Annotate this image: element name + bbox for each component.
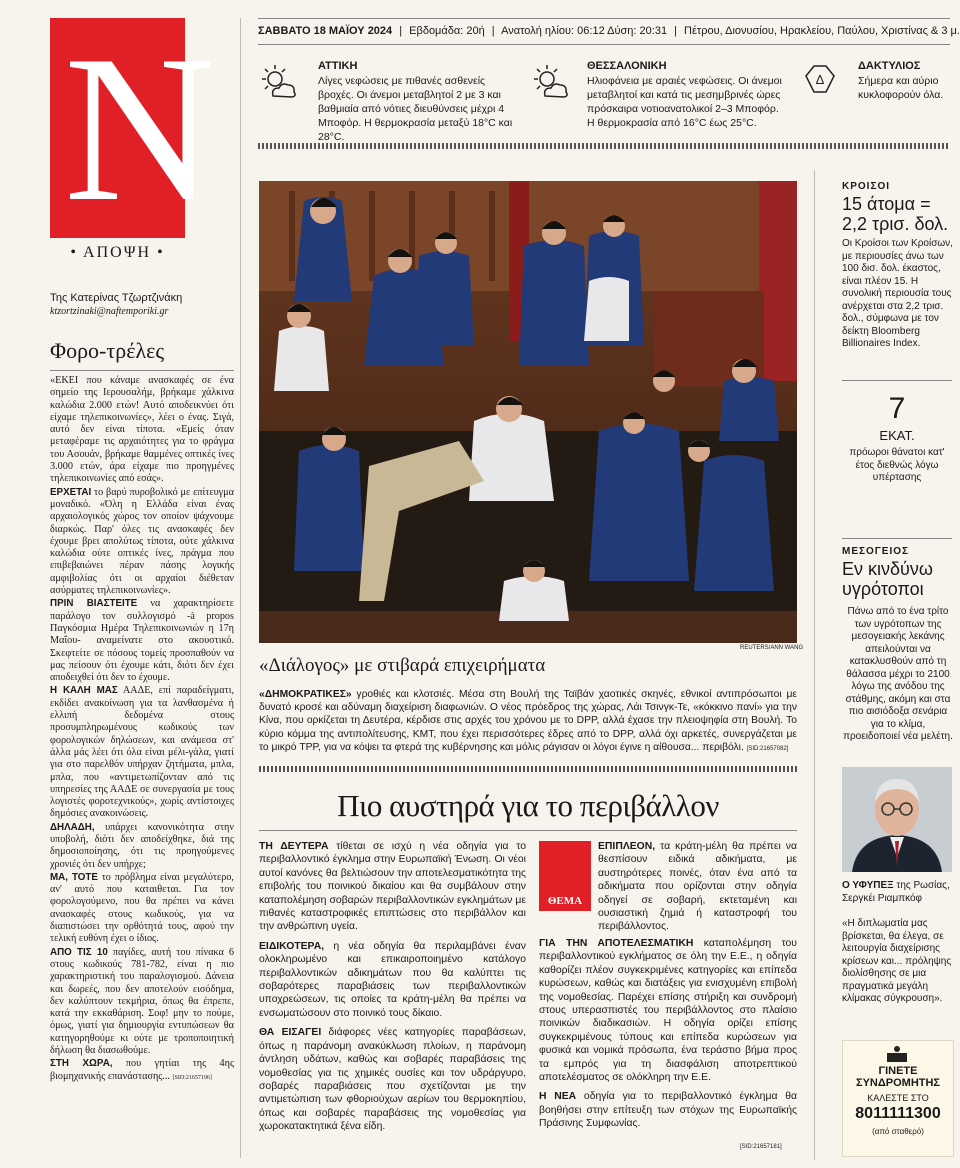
deaths-unit: ΕΚΑΤ.	[879, 428, 915, 443]
article-paragraph: ΓΙΑ ΤΗΝ ΑΠΟΤΕΛΕΣΜΑΤΙΚΗ καταπολέμηση του περιβαλλοντικού εγκλήματος σε όλη την Ε.Ε., η οδηγία καθορίζει πλέον συγκεκριμένες κατηγορίες και επίπεδα κυρώσεων, καθώς και διατάξεις για ενισχυμένη επιβολή της νομοθεσίας. Παρέχει επίσης στήριξη και συνδρομή στους υπερασπιστές του περιβάλλοντος στο πλαίσιο ποινικών διαδικασιών. Η οδηγία ορίζει επίσης συγκεκριμένους τύπους και επίπεδα κυρώσεων για φυσικά και νομικά πρόσωπα, ένα τεράστιο βήμα προς τα εμπρός για τη διασφάλιση αποτρεπτικού αποτελέσματος σε ολόκληρη την Ε.Ε.	[539, 938, 797, 1084]
opinion-divider	[50, 370, 234, 371]
story-dash-rule	[259, 766, 797, 772]
opinion-paragraph: ΜΑ, ΤΟΤΕ το πρόβλημα είναι μεγαλύτερο, αν' αυτό που καταιθεται. Για τον φορολογούμενο, που θα πρέπει να κάνει ανασκαφές στους κωδικούς, για να διαπιστώσει την ορθότητά τους, αφού την τελική ευθύνη έχει ο ίδιος.	[50, 871, 234, 945]
article-column-2-top	[598, 840, 797, 940]
theme-tag-label: ΘΕΜΑ	[547, 895, 583, 907]
article-ref: [SID:21657181]	[740, 1144, 782, 1150]
newspaper-reader-icon	[883, 1045, 911, 1063]
opinion-body	[50, 375, 234, 1085]
parliament-brawl-photo	[259, 181, 797, 643]
road-sign-icon	[804, 64, 836, 94]
opinion-paragraph: «ΕΚΕΙ που κάναμε ανασκαφές σε ένα σημείο της Ιερουσαλήμ, βρήκαμε χάλκινα καλώδια 2.000 ετών! Αυτό αποδεικνύει ότι είχαμε τηλεπικοινωνίες», λέει ο ένας. Σιγά, αυτό δεν είναι τίποτα. «Εμείς όταν μεταφέραμε τις αρχαιότητες για το φράγμα του Ασουάν, βρήκαμε θαμμένες οπτικές ίνες 3.000 ετών, άρα είχαμε πιο προηγμένες τηλεπικοινωνίες από εσάς».	[50, 375, 234, 485]
sidebar-rule	[814, 170, 815, 1160]
sidebar-text: Πάνω από το ένα τρίτο των υγρότοπων της μεσογειακής λεκάνης απειλούνται να κατακλυσθούν από τη θάλασσα μέχρι το 2100 λόγω της ανόδου της στάθμης, ακόμη και στα πιο αισιόδοξα σενάρια για το κλίμα, προειδοποιεί νέα μελέτη.	[843, 606, 953, 742]
sidebar-divider	[842, 380, 952, 381]
article-paragraph: ΘΑ ΕΙΣΑΓΕΙ διάφορες νέες κατηγορίες παραβάσεων, όπως η παράνομη ανακύκλωση πλοίων, η παράνομη άντληση υδάτων, καθώς και σοβαρές παραβάσεις της νομοθεσίας για τις χημικές ουσίες και τον υδράργυρο, σοβαρές παραβιάσεις που σχετίζονται με την αντιμετώπιση των φθοριούχων αερίων του θερμοκηπίου, όπως και σοβαρές παραβάσεις της νομοθεσίας για χωροκατακτητικά ξένα είδη.	[259, 1027, 526, 1133]
weather-text: Λίγες νεφώσεις με πιθανές ασθενείς βροχές. Οι άνεμοι μεταβλητοί 2 με 3 και βαθμιαία από νότιες διευθύνσεις μέχρι 4 Μποφόρ. Η θερμοκρασία μεταξύ 18°C και 28°C.	[318, 75, 513, 143]
opinion-paragraph: ΑΠΟ ΤΙΣ 10 παγίδες, αυτή του πίνακα 6 στους κωδικούς 781-782, είναι η πιο χαρακτηριστική του παραλογισμού. Δάνεια και δωρεές, που δεν αποτελούν εισόδημα, δεν καλύπτουν τεκμήρια, όπως θα έπρεπε, κατά την εκκαθάριση. Σοφ! μην το πούμε, όμως, γιατί για δημιουργία εντυπώσεων θα κατηγορηθούμε κι ούτε με τροποποιητική δήλωση θα διασωθούμε.	[50, 946, 234, 1057]
sidebar-divider	[842, 538, 952, 539]
headline-rule	[259, 830, 797, 831]
subscribe-note: (από σταθερό)	[872, 1127, 924, 1136]
opinion-paragraph: ΔΗΛΑΔΗ, υπάρχει κανονικότητα στην υποβολή, διότι δεν αποδείχθηκε, διά της δημοσιοποίησης, ότι τις προηγούμενες χρονιές ότι δεν υπήρχε;	[50, 821, 234, 870]
sidebar-label: ΚΡΟΙΣΟΙ	[842, 181, 891, 192]
opinion-email: ktzortzinaki@naftemporiki.gr	[50, 306, 169, 317]
partly-cloudy-icon	[259, 63, 299, 103]
sidebar-text: Οι Κροίσοι των Κροίσων, με περιουσίες άνω των 100 δισ. δολ. έκαστος, είναι πλέον 15. Η συνολική περιουσία τους ανέρχεται στα 2,2 τρισ. δολ., σύμφωνα με τον δείκτη Bloomberg Billionaires Index.	[842, 238, 953, 349]
photo-credit: REUTERS/ANN WANG	[740, 645, 804, 651]
weather-text: Ηλιοφάνεια με αραιές νεφώσεις. Οι άνεμοι μεταβλητοί και κατά τις μεσημβρινές ώρες πρόσκαιρα νοτιοανατολικοί 2–3 Μποφόρ. Η θερμοκρασία από 16°C έως 25°C.	[587, 75, 782, 129]
photo-headline: «Διάλογος» με στιβαρά επιχειρήματα	[259, 655, 546, 676]
article-paragraph: ΕΠΙΠΛΕΟΝ, τα κράτη-μέλη θα πρέπει να θεσπίσουν ειδικά αδικήματα, με αυστηρότερες ποινές, όταν ένα από τα αδικήματα που ορίζονται στην οδηγία οδηγεί σε σοβαρή, εκτεταμένη και ουσιαστική ζημιά ή καταστροφή του περιβάλλοντος.	[598, 841, 797, 933]
opinion-title: Φορο-τρέλες	[50, 338, 165, 363]
article-paragraph: Η ΝΕΑ οδηγία για το περιβαλλοντικό έγκλημα θα βοηθήσει στην επίτευξη των στόχων της Ευρωπαϊκής Πράσινης Συμφωνίας.	[539, 1091, 797, 1130]
dateline-rule	[258, 44, 950, 45]
article-column-1	[259, 840, 526, 1140]
subscribe-title: ΓΙΝΕΤΕ ΣΥΝΔΡΟΜΗΤΗΣ	[855, 1065, 941, 1089]
opinion-paragraph: ΣΤΗ ΧΩΡΑ, που γητίαι της 4ης βιομηχανικής επανάστασης... [SID:21657196]	[50, 1058, 234, 1082]
ryabkov-portrait	[842, 767, 952, 872]
sidebar-label: ΜΕΣΟΓΕΙΟΣ	[842, 546, 910, 557]
opinion-paragraph: ΕΡΧΕΤΑΙ το βαρύ πυροβολικό με επίτευγμα μοναδικό. «Όλη η Ελλάδα είναι ένας αρχαιολογικός χώρος τον οποίον ψάχνουμε διαρκώς. Παρ' όλες τις ανασκαφές δεν έχουμε βρει απολύτως τίποτα, ούτε χάλκινα καλώδια ούτε οπτικές ίνες, πράγμα που επιβεβαιώνει πέραν πάσης λογικής αμφιβολίας ότι οι αρχαίοι διέθεταν ασύρματες τηλεπικοινωνίες».	[50, 486, 234, 597]
sidebar-head: 15 άτομα = 2,2 τρισ. δολ.	[842, 194, 949, 234]
quote-text: «Η διπλωματία μας βρίσκεται, θα έλεγα, σε λειτουργία διαχείρισης κρίσεων και... πρόληψης διολίσθησης σε μια πραγματικά μεγάλη κλίμακας σύγκρουση».	[842, 918, 952, 1004]
opinion-paragraph: ΠΡΙΝ ΒΙΑΣΤΕΙΤΕ να χαρακτηρίσετε παράλογο τον συλλογισμό -à propos Παγκόσμια Ημέρα Τηλεπικοινωνιών η 17η Μαΐου- αναμείνατε στο ακουστικό. Σκεφτείτε σε πόσους τομείς προσπαθούν να μας πείσουν ότι έχουμε κάτι, διότι δεν έχει αποδειχθεί ότι δεν το έχουμε.	[50, 598, 234, 684]
deaths-number: 7	[888, 392, 906, 425]
photo-story	[259, 688, 797, 756]
opinion-author: Της Κατερίνας Τζωρτζινάκη	[50, 292, 183, 304]
story-lead: «ΔΗΜΟΚΡΑΤΙΚΕΣ»	[259, 689, 352, 700]
story-ref: [SID:21657082]	[746, 745, 789, 752]
section-label: • ΑΠΟΨΗ •	[70, 244, 165, 261]
subscribe-call: ΚΑΛΕΣΤΕ ΣΤΟ	[867, 1093, 929, 1103]
header-dash-rule	[258, 143, 950, 149]
column-rule	[240, 18, 241, 1158]
name-days: Πέτρου, Διονυσίου, Ηρακλείου, Παύλου, Χριστίνας & 3 μ.	[684, 25, 960, 37]
weather-region: ΔΑΚΤΥΛΙΟΣ	[858, 60, 921, 72]
opinion-paragraph: Η ΚΑΛΗ ΜΑΣ ΑΑΔΕ, επί παραδείγματι, εκδίδει ανακοίνωση για τα λανθασμένα ή ελλιπή δεδομένα στους προσυμπληρωμένους κωδικούς των φορολογικών δηλώσεων, και ανάμεσα στ' άλλα μάς λέει ότι όλα είναι μέλι-γάλα, γιατί για στο παρελθόν υπήρχαν ζητήματα, μπλα, μπλα, που «αντιμετωπίζονταν από τις υπηρεσίες της ΑΑΔΕ σε συνεργασία με τους λογιστές φοροτεχνικούς», χωρίς αντίστοιχες δημόσιες ανακοινώσεις.	[50, 685, 234, 820]
article-paragraph: ΕΙΔΙΚΟΤΕΡΑ, η νέα οδηγία θα περιλαμβάνει έναν ολοκληρωμένο και επικαιροποιημένο κατάλογο περιβαλλοντικών αδικημάτων που θα καλύπτει τις σοβαρότερες παραβιάσεις των περιβαλλοντικών υποχρεώσεων, τις οποίες τα κράτη-μέλη θα πρέπει να ενσωματώσουν στο ποινικό τους δίκαιο.	[259, 940, 526, 1019]
deaths-text: πρόωροι θάνατοι κατ' έτος διεθνώς λόγω υπέρτασης	[849, 447, 945, 483]
newspaper-logo	[50, 13, 216, 245]
theme-tag	[539, 841, 591, 911]
top-rule	[258, 18, 950, 19]
dateline: ΣΑΒΒΑΤΟ 18 ΜΑΪΟΥ 2024 | Εβδομάδα: 20ή | Ανατολή ηλίου: 06:12 Δύση: 20:31 | Πέτρου, Διονυσίου, Ηρακλείου, Παύλου, Χριστίνας & 3 μ.	[258, 25, 960, 37]
date: ΣΑΒΒΑΤΟ 18 ΜΑΪΟΥ 2024	[258, 25, 393, 37]
article-paragraph: ΤΗ ΔΕΥΤΕΡΑ τίθεται σε ισχύ η νέα οδηγία για το περιβαλλοντικό έγκλημα στην Ευρωπαϊκή Ένωση. Οι νέοι αυτοί κανόνες θα βελτιώσουν την αποτελεσματικότητα της επιβολής του ποινικού δικαίου και θα συμβάλουν στην καταπολέμηση σοβαρών περιβαλλοντικών εγκλημάτων με πιθανές καταστροφικές επιπτώσεις στο περιβάλλον και την ανθρώπινη υγεία.	[259, 841, 526, 933]
quote-attribution: Ο ΥΦΥΠΕΞ της Ρωσίας, Σεργκέι Ριαμπκόφ	[842, 880, 950, 904]
logo-letter: N	[64, 13, 216, 245]
weather-region: ΑΤΤΙΚΗ	[318, 60, 358, 72]
subscribe-box[interactable]	[842, 1040, 954, 1157]
sidebar-head: Εν κινδύνω υγρότοποι	[842, 559, 933, 599]
subscribe-phone[interactable]: 8011111300	[855, 1105, 941, 1122]
weather-region: ΘΕΣΣΑΛΟΝΙΚΗ	[587, 60, 667, 72]
story-text: γροθιές και κλοτσιές. Μέσα στη Βουλή της Ταϊβάν χαοτικές σκηνές, εθνικοί αντιπρόσωποι με δυνατό κροσέ και αδύναμη διαχείριση διαφωνιών. Ο νέος πρόεδρος της χώρας, Λάι Τσινγκ-Τε, «κόκκινο πανί» για την Κίνα, που ορκίζεται τη Δευτέρα, κέρδισε στις αρχές του χρόνου με το DPP, αλλά έχασε την πλειοψηφία στη Βουλή. Το κύριο κόμμα της αντιπολίτευσης, KMT, που έχει περισσότερες έδρες από το DPP, αλλά όχι αρκετές, συνεργάζεται με το μικρό TPP, για να κόψει τα φτερά της κυβέρνησης και μόλις ράγισαν οι λόγοι έγινε η αίθουσα... περιβόλι.	[259, 689, 797, 753]
weather-text: Σήμερα και αύριο κυκλοφορούν όλα.	[858, 75, 944, 101]
svg-text:Δ: Δ	[815, 72, 825, 87]
article-column-2	[539, 937, 797, 1137]
partly-cloudy-icon	[531, 63, 571, 103]
sun-times: Ανατολή ηλίου: 06:12 Δύση: 20:31	[501, 25, 668, 37]
week: Εβδομάδα: 20ή	[409, 25, 485, 37]
main-headline: Πιο αυστηρά για το περιβάλλον	[337, 788, 719, 823]
